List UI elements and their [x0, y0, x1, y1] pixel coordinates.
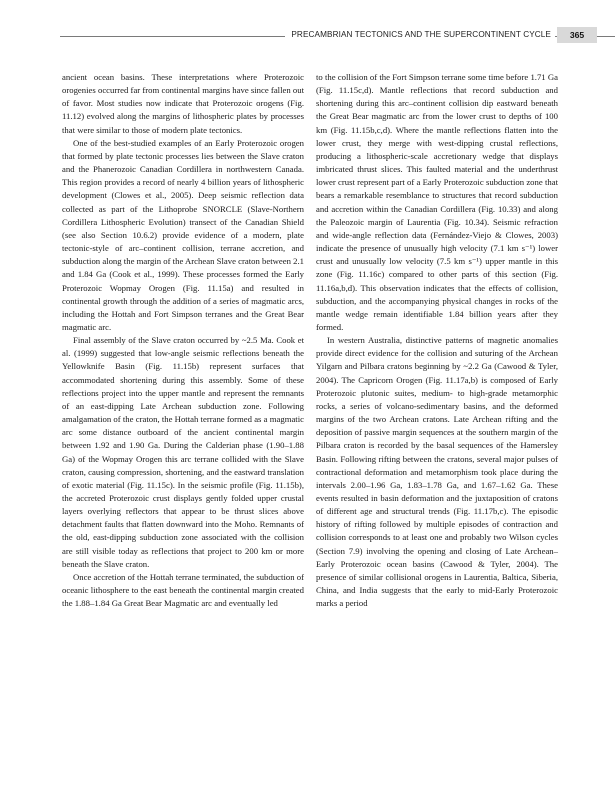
running-title: PRECAMBRIAN TECTONICS AND THE SUPERCONTINENT CYCLE: [285, 27, 555, 43]
page-number: 365: [557, 27, 597, 43]
right-column: [316, 71, 558, 610]
paragraph: Final assembly of the Slave craton occurred by ~2.5 Ma. Cook et al. (1999) suggested that low-angle seismic reflections beneath the Yellowknife Basin (Fig. 11.15b) represent surfaces that accommodated shortening during this assembly. Some of these reflections project into the upper mantle and represent the remnants of an east-dipping Late Archean subduction zone. Following amalgamation of the craton, the Hottah terrane formed as a magmatic arc some distance outboard of the ancient continental margin between 1.92 and 1.90 Ga. During the Calderian phase (1.90–1.88 Ga) of the Wopmay Orogen this arc terrane collided with the Slave craton, causing compression, shortening, and the eastward translation of exotic material (Fig. 11.15c). In the seismic profile (Fig. 11.15b), the accreted Proterozoic crust displays gently folded upper crustal layers overlying reflectors that appear to be thrust slices above detachment faults that flatten downward into the Moho. Remnants of the old, east-dipping subduction zone associated with the collision are still visible today as reflections that project to 200 km or more beneath the Slave craton.: [62, 335, 304, 569]
paragraph: One of the best-studied examples of an Early Proterozoic orogen that formed by plate tectonic processes lies between the Slave craton and the Phanerozoic Canadian Cordillera in northwestern Canada. This region provides a record of nearly 4 billion years of lithospheric development (Clowes et al., 2005). Deep seismic reflection data collected as part of the Lithoprobe SNORCLE (Slave-Northern Cordillera Lithospheric Evolution) transect of the Canadian Shield (see also Section 10.6.2) provide evidence of a modern, plate tectonic-style of arc–continent collision, terrane accretion, and subduction along the margin of the Archean Slave craton between 2.1 and 1.84 Ga (Cook et al., 1999). These processes formed the Early Proterozoic Wopmay Orogen (Fig. 11.15a) and resulted in continental growth through the addition of a series of magmatic arcs, including the Hottah and Fort Simpson terranes and the Great Bear magmatic arc.: [62, 137, 304, 332]
left-column: [62, 71, 304, 610]
running-header: [0, 27, 615, 43]
paragraph: In western Australia, distinctive patterns of magnetic anomalies provide direct evidence for the collision and suturing of the Archean Yilgarn and Pilbara cratons beginning by ~2.2 Ga (Cawood & Tyler, 2004). The Capricorn Orogen (Fig. 11.17a,b) is composed of Early Proterozoic plutonic suites, medium- to high-grade metamorphic rocks, a series of volcano-sedimentary basins, and the deformed margins of the two Archean cratons. Late Archean rifting and the deposition of passive margin sequences at the southern margin of the Pilbara craton is recorded by the basal sequences of the Hamersley Basin. Following rifting between the cratons, several major pulses of contractional deformation and metamorphism took place during the intervals 2.00–1.96 Ga, 1.83–1.78 Ga, and 1.67–1.62 Ga. These events resulted in basin deformation and the juxtaposition of cratons of different age and structural trends (Fig. 11.17b,c). The episodic history of rifting followed by multiple episodes of contraction and collision corresponds to at least one and probably two Wilson cycles (Section 7.9) involving the opening and closing of Late Archean–Early Proterozoic ocean basins (Cawood & Tyler, 2004). The presence of similar collisional orogens in Laurentia, Baltica, Siberia, China, and India suggests that the early to mid-Early Proterozoic marks a period: [316, 335, 558, 609]
paragraph: to the collision of the Fort Simpson terrane some time before 1.71 Ga (Fig. 11.15c,d). Mantle reflections that record subduction and shortening during this arc–continent collision dip eastward beneath the Great Bear magmatic arc from the lower crust to depths of 100 km (Fig. 11.15b,c,d). Where the mantle reflections flatten into the lower crust, they merge with west-dipping crustal reflections, producing a lithospheric-scale accretionary wedge that displays imbricated thrust slices. This faulted material and the underthrust lower crust represent part of a Early Proterozoic subduction zone that bears a remarkable resemblance to structures that record subduction and accretion within the Canadian Cordillera (Fig. 10.33) and along the Paleozoic margin of Laurentia (Fig. 10.34). Seismic refraction and wide-angle reflection data (Fernández-Viejo & Clowes, 2003) indicate the presence of unusually high velocity (7.1 km s⁻¹) lower crust and unusually low velocity (7.5 km s⁻¹) upper mantle in this zone (Fig. 11.16c) compared to other parts of this section (Fig. 11.16a,b,d). This observation indicates that the effects of collision, subduction, and the accompanying physical changes in rocks of the mantle wedge remain identifiable 1.84 billion years after they formed.: [316, 72, 558, 332]
paragraph: ancient ocean basins. These interpretations where Proterozoic orogenies occurred far from continental margins have since fallen out of favor. Most studies now indicate that Proterozoic orogens (Fig. 11.12) evolved along the margins of lithospheric plates by processes that were similar to those of modern plate tectonics.: [62, 72, 304, 135]
paragraph: Once accretion of the Hottah terrane terminated, the subduction of oceanic lithosphere to the east beneath the continental margin created the 1.88–1.84 Ga Great Bear Magmatic arc and eventually led: [62, 571, 304, 609]
